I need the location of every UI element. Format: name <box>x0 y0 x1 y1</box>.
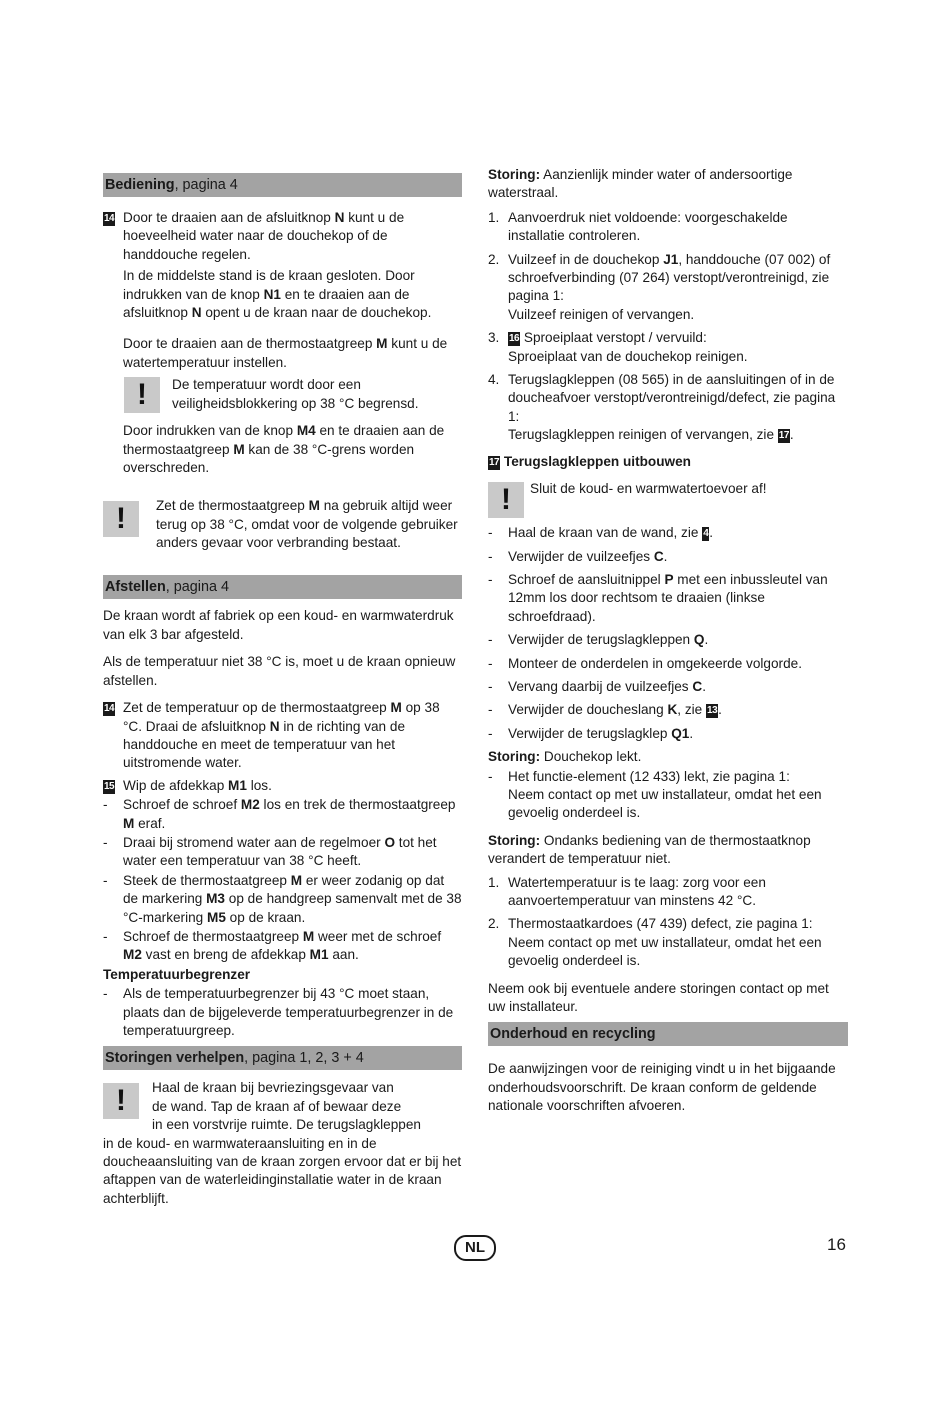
list-item: - Als de temperatuurbegrenzer bij 43 °C moet staan, plaats dan de bijgeleverde temperatuurbegrenzer in de temperatuurgreep. <box>103 986 454 1038</box>
paragraph: Neem ook bij eventuele andere storingen contact op met uw installateur. <box>488 980 829 1015</box>
list-item: - Draai bij stromend water aan de regelmoer O tot het water een temperatuur van 38 °C heeft. <box>103 834 437 869</box>
paragraph: 14 Door te draaien aan de afsluitknop N kunt u de hoeveelheid water naar de douchekop of de handdouche regelen. <box>104 210 405 262</box>
list-item: 4. Terugslagkleppen (08 565) in de aansluitingen of in de doucheafvoer verstopt/verontreinigd/defect, zie pagina 1: Terugslagkleppen reinigen of vervangen, zie 17. <box>488 372 836 443</box>
figure-ref-badge: 13 <box>707 705 718 717</box>
left-column <box>103 166 462 1208</box>
warning-icon: ! <box>488 482 524 518</box>
paragraph: Door te draaien aan de thermostaatgreep M kunt u de watertemperatuur instellen. <box>123 336 448 370</box>
warning-text-line: in een vorstvrije ruimte. De terugslagkleppen <box>152 1117 421 1133</box>
figure-ref-badge: 4 <box>703 528 709 540</box>
fault-paragraph: Storing: Ondanks bediening van de thermostaatknop verandert de temperatuur niet. <box>488 832 811 867</box>
paragraph: in de koud- en warmwateraansluiting en in de doucheaansluiting van de kraan zorgen ervoor dat er bij het aftappen van de waterleidinginstallatie water in de kraan achterblijft. <box>103 1135 462 1206</box>
figure-ref-badge: 16 <box>509 333 520 345</box>
warning-icon: ! <box>124 377 160 413</box>
list-item: - Verwijder de vuilzeefjes C. <box>488 548 668 564</box>
list-item: - Steek de thermostaatgreep M er weer zodanig op dat de markering M3 op de handgreep samenvalt met de 38 °C-markering M5 op de kraan. <box>103 872 462 925</box>
right-column <box>488 166 848 1116</box>
paragraph: De kraan wordt af fabriek op een koud- en warmwaterdruk van elk 3 bar afgesteld. <box>103 608 454 642</box>
list-item: - Verwijder de doucheslang K, zie 13. <box>488 702 722 718</box>
warning-note: ! Zet de thermostaatgreep M na gebruik altijd weer terug op 38 °C, omdat voor de volgende gebruiker anders gevaar voor verbranding bestaat. <box>103 497 462 569</box>
list-item: - Verwijder de terugslagkleppen Q. <box>488 632 709 648</box>
paragraph: Als de temperatuur niet 38 °C is, moet u de kraan opnieuw afstellen. <box>103 654 456 688</box>
section-header-storingen: Storingen verhelpen, pagina 1, 2, 3 + 4 <box>103 1046 462 1070</box>
paragraph: In de middelste stand is de kraan gesloten. Door indrukken van de knop N1 en te draaien aan de afsluitknop N opent u de kraan naar de douchekop. <box>123 268 432 321</box>
list-item: - Schroef de schroef M2 los en trek de thermostaatgreep M eraf. <box>103 797 456 831</box>
list-item: - Vervang daarbij de vuilzeefjes C. <box>488 678 706 694</box>
warning-text-line: de wand. Tap de kraan af of bewaar deze <box>152 1098 402 1114</box>
figure-ref-badge: 15 <box>104 780 115 792</box>
list-item: - Verwijder de terugslagklep Q1. <box>488 725 694 741</box>
warning-note: ! De temperatuur wordt door een veiligheidsblokkering op 38 °C begrensd. <box>103 376 462 416</box>
figure-ref-badge: 14 <box>104 703 115 715</box>
paragraph: 15 Wip de afdekkap M1 los. <box>104 777 272 793</box>
warning-note: ! Sluit de koud- en warmwatertoevoer af! <box>488 480 848 518</box>
list-item: - Haal de kraan van de wand, zie 4. <box>488 525 714 541</box>
list-item: - Het functie-element (12 433) lekt, zie pagina 1: Neem contact op met uw installateur, omdat het een gevoelig onderdeel is. <box>488 768 822 821</box>
fault-paragraph: Storing: Douchekop lekt. <box>488 749 642 765</box>
paragraph: Door indrukken van de knop M4 en te draaien aan de thermostaatgreep M kan de 38 °C-grens worden overschreden. <box>123 423 445 476</box>
list-item: - Monteer de onderdelen in omgekeerde volgorde. <box>488 655 802 671</box>
section-header-onderhoud: Onderhoud en recycling <box>488 1022 848 1046</box>
subheading: 17 Terugslagkleppen uitbouwen <box>489 453 691 469</box>
list-item: 2. Thermostaatkardoes (47 439) defect, zie pagina 1: Neem contact op met uw installateur, omdat het een gevoelig onderdeel is. <box>488 916 822 969</box>
list-item: - Schroef de aansluitnippel P met een inbussleutel van 12mm los door rechtsom te draaien (linkse schroefdraad). <box>488 571 828 624</box>
warning-text-line: Haal de kraan bij bevriezingsgevaar van <box>152 1080 394 1096</box>
language-badge: NL <box>454 1235 496 1261</box>
list-item: 1. Aanvoerdruk niet voldoende: voorgeschakelde installatie controleren. <box>488 209 788 244</box>
paragraph: De aanwijzingen voor de reiniging vindt u in het bijgaande onderhoudsvoorschrift. De kraan conform de geldende nationale voorschriften afvoeren. <box>488 1061 836 1114</box>
list-item: 3. 16 Sproeiplaat verstopt / vervuild: Sproeiplaat van de douchekop reinigen. <box>488 330 748 364</box>
section-header-afstellen: Afstellen, pagina 4 <box>103 575 462 599</box>
paragraph: 14 Zet de temperatuur op de thermostaatgreep M op 38 °C. Draai de afsluitknop N in de richting van de handdouche en meet de temperatuur van het uitstromende water. <box>104 700 440 771</box>
figure-ref-badge: 14 <box>104 213 115 224</box>
warning-note <box>103 1079 462 1134</box>
figure-ref-badge: 17 <box>489 456 500 468</box>
fault-paragraph: Storing: Aanzienlijk minder water of andersoortige waterstraal. <box>488 167 793 201</box>
section-header-bediening: Bediening, pagina 4 <box>103 173 462 197</box>
figure-ref-badge: 17 <box>778 430 789 442</box>
page-number: 16 <box>827 1235 846 1254</box>
subheading: Temperatuurbegrenzer <box>103 966 251 982</box>
list-item: - Schroef de thermostaatgreep M weer met de schroef M2 vast en breng de afdekkap M1 aan. <box>103 928 442 963</box>
list-item: 1. Watertemperatuur is te laag: zorg voor een aanvoertemperatuur van minstens 42 °C. <box>488 874 766 908</box>
warning-icon: ! <box>103 501 139 537</box>
warning-icon: ! <box>103 1083 139 1119</box>
list-item: 2. Vuilzeef in de douchekop J1, handdouche (07 002) of schroefverbinding (07 264) verstopt/verontreinigd, zie pagina 1: Vuilzeef reinigen of vervangen. <box>488 251 831 322</box>
